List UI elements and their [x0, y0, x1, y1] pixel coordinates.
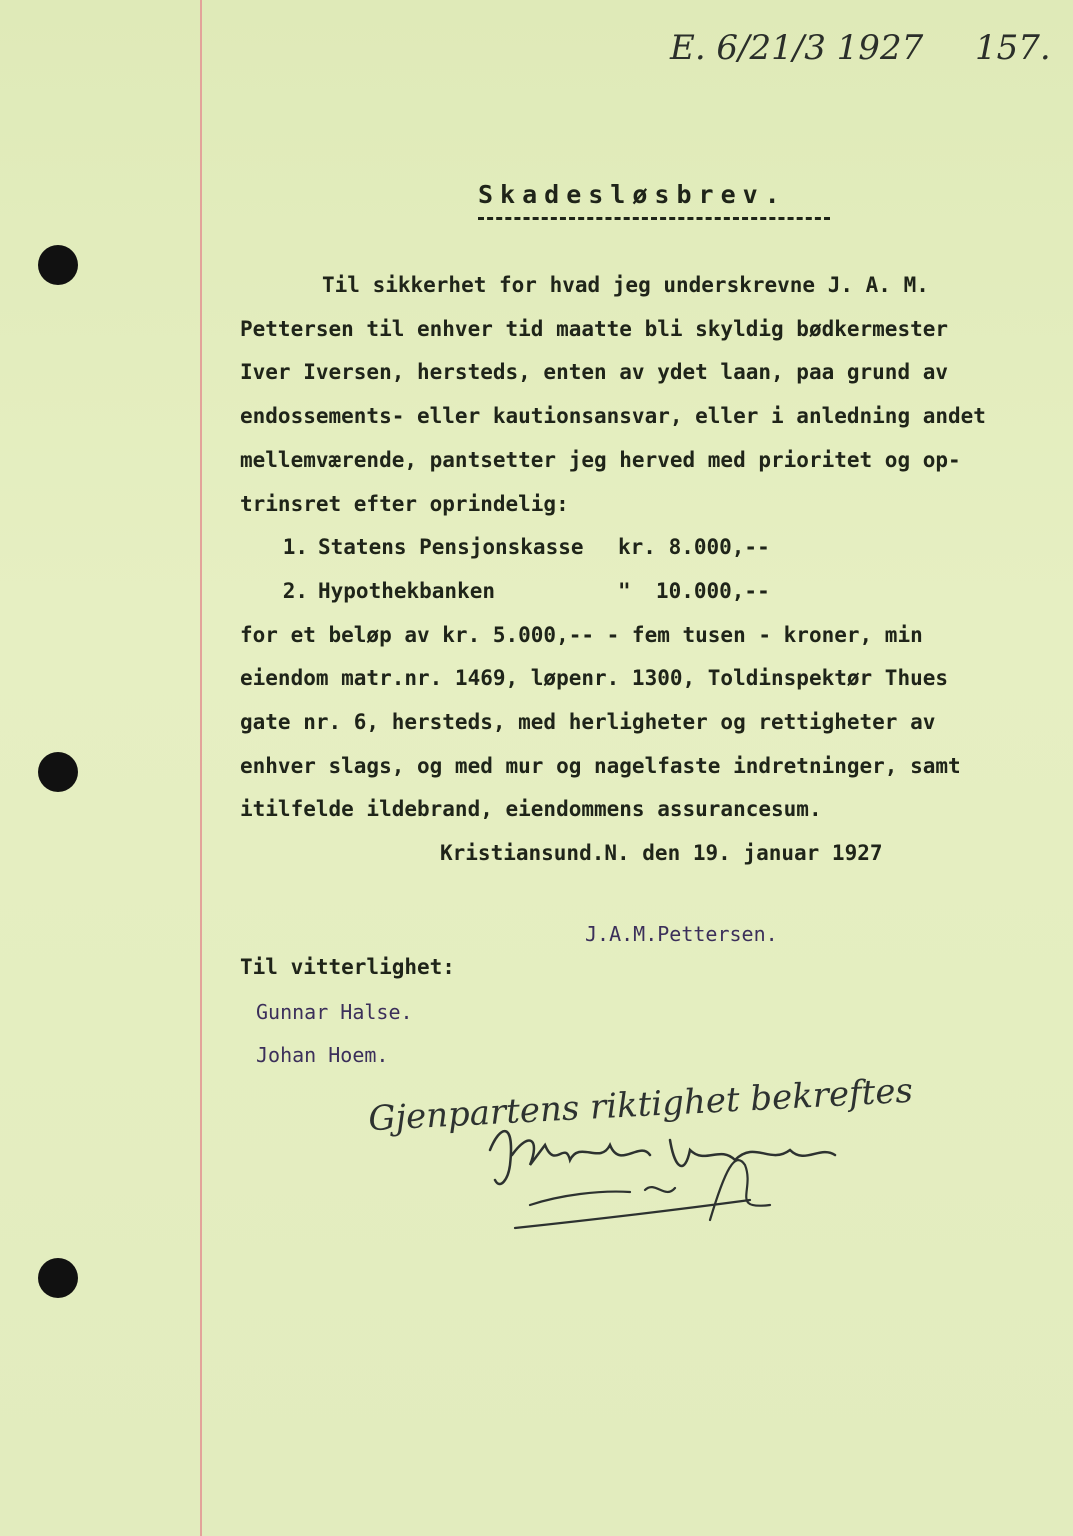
priority-number: 2. — [282, 578, 308, 603]
handwritten-header-note: E. 6/21/3 1927 — [670, 28, 924, 68]
priority-amount: kr. 8.000,-- — [618, 535, 770, 560]
paragraph-line: eiendom matr.nr. 1469, løpenr. 1300, Toldinspektør Thues — [240, 666, 949, 691]
priority-item — [240, 570, 1020, 614]
paragraph-line: trinsret efter oprindelig: — [240, 491, 569, 516]
paragraph-line: for et beløp av kr. 5.000,-- - fem tusen - kroner, min — [240, 622, 923, 647]
witness-name: Johan Hoem. — [256, 1043, 389, 1067]
witness-name: Gunnar Halse. — [256, 1000, 413, 1024]
margin-line — [200, 0, 202, 1536]
paragraph-line: Pettersen til enhver tid maatte bli skyldig bødkermester — [240, 316, 949, 341]
paragraph-line: itilfelde ildebrand, eiendommens assurancesum. — [240, 797, 822, 822]
title-underline — [478, 217, 830, 220]
paragraph-line: enhver slags, og med mur og nagelfaste indretninger, samt — [240, 753, 961, 778]
handwritten-signature — [470, 1110, 870, 1240]
body-text — [240, 264, 1020, 876]
priority-creditor: Statens Pensjonskasse — [318, 535, 584, 560]
paragraph-line: Iver Iversen, hersteds, enten av ydet laan, paa grund av — [240, 360, 949, 385]
paragraph-line: mellemværende, pantsetter jeg herved med prioritet og op- — [240, 447, 961, 472]
witness-heading: Til vitterlighet: — [240, 955, 455, 979]
punch-hole — [38, 1258, 78, 1298]
punch-hole — [38, 752, 78, 792]
document-title: Skadesløsbrev. — [478, 180, 787, 209]
signer-name: J.A.M.Pettersen. — [585, 922, 778, 946]
handwritten-annotation: Gjenpartens riktighet bekreftes — [367, 1070, 914, 1140]
paragraph-line: endossements- eller kautionsansvar, eller i anledning andet — [240, 404, 986, 429]
page-number: 157. — [975, 28, 1051, 68]
place-date: Kristiansund.N. den 19. januar 1927 — [440, 841, 883, 866]
paragraph-line: Til sikkerhet for hvad jeg underskrevne J. A. M. — [322, 273, 929, 297]
priority-item — [240, 526, 1020, 570]
priority-number: 1. — [282, 535, 308, 560]
title-block — [478, 180, 830, 220]
paragraph-line: gate nr. 6, hersteds, med herligheter og rettigheter av — [240, 710, 936, 735]
punch-hole — [38, 245, 78, 285]
priority-amount: " 10.000,-- — [618, 578, 770, 603]
priority-creditor: Hypothekbanken — [318, 578, 496, 603]
